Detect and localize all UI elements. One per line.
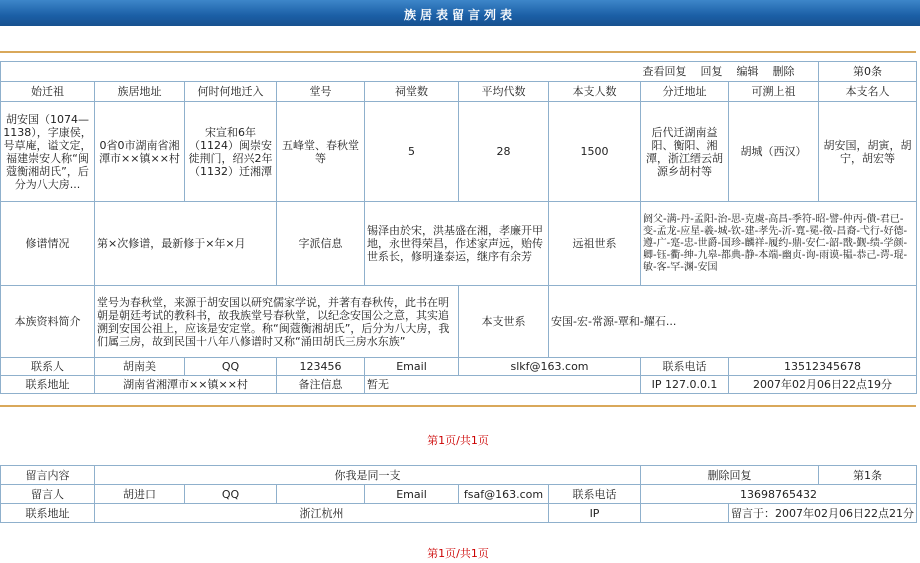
contact-address: 湖南省湘潭市××镇××村 [95,376,277,394]
col-header: 本支人数 [549,82,641,102]
msg-qq-label: QQ [185,485,277,504]
qq-label: QQ [185,358,277,376]
email-label: Email [365,358,459,376]
view-reply-link[interactable]: 查看回复 [642,65,687,78]
revision-value: 第×次修谱，最新修于×年×月 [95,202,277,286]
message-count: 第1条 [819,466,917,485]
msg-phone-label: 联系电话 [549,485,641,504]
pager[interactable]: 第1页/共1页 [427,547,489,560]
delete-link[interactable]: 删除 [772,65,795,78]
pager[interactable]: 第1页/共1页 [427,434,489,447]
note-label: 备注信息 [277,376,365,394]
page-title: 族居表留言列表 [403,8,516,22]
phone-label: 联系电话 [641,358,729,376]
col-header: 本支名人 [819,82,917,102]
poem-label: 字派信息 [277,202,365,286]
traceable-cell: 胡城（西汉） [729,102,819,202]
message-content-label: 留言内容 [1,466,95,485]
msg-qq-value [277,485,365,504]
ip-value: IP 127.0.0.1 [641,376,729,394]
notables-cell: 胡安国，胡寅，胡宁，胡宏等 [819,102,917,202]
lineage-label: 本支世系 [459,286,549,358]
divider [0,405,916,407]
population-cell: 1500 [549,102,641,202]
shrines-cell: 5 [365,102,459,202]
col-header: 堂号 [277,82,365,102]
author-label: 留言人 [1,485,95,504]
col-header: 始迁祖 [1,82,95,102]
ancestors-label: 远祖世系 [549,202,641,286]
contact-address-label: 联系地址 [1,376,95,394]
note-value: 暂无 [365,376,641,394]
col-header: 族居地址 [95,82,185,102]
email-value: slkf@163.com [459,358,641,376]
record-count: 第0条 [819,62,917,82]
msg-time: 留言于：2007年02月06日22点21分 [729,504,917,523]
profile-label: 本族资料简介 [1,286,95,358]
migration-cell: 宋宣和6年（1124）闽崇安徙荆门，绍兴2年（1132）迁湘潭 [185,102,277,202]
qq-value: 123456 [277,358,365,376]
revision-label: 修谱情况 [1,202,95,286]
col-header: 何时何地迁入 [185,82,277,102]
msg-email-value: fsaf@163.com [459,485,549,504]
author-value: 胡进口 [95,485,185,504]
col-header: 祠堂数 [365,82,459,102]
col-header: 分迁地址 [641,82,729,102]
msg-address-value: 浙江杭州 [95,504,549,523]
col-header: 可溯上祖 [729,82,819,102]
msg-email-label: Email [365,485,459,504]
msg-ip-value [641,504,729,523]
hall-cell: 五峰堂、春秋堂等 [277,102,365,202]
msg-address-label: 联系地址 [1,504,95,523]
ancestors-value: 阏父-满-丹-孟阳-治-思-克虞-高昌-季符-昭-譬-仲丙-僓-君已-变-孟龙-应星-羲-城-钦-建-孝先-沂-寬-冕-徵-昌裔-弋行-好德-遵-广-寔-忠-世爵-国珍-麟祥-履约-鼎-安仁-韶-戬-觐-绩-学颜-卿-钰-衢-绅-九皋-都典-静-本端-幽贞-询-雨谟-韫-恭己-谔-琨-敏-客-罕-渊-安国 [641,202,917,286]
avg-gen-cell: 28 [459,102,549,202]
address-cell: 0省0市湖南省湘潭市××镇××村 [95,102,185,202]
divider [0,51,916,53]
poem-value: 锡泽由於宋，洪基盛在湘，孝廉开甲地，永世得荣昌，作述家声远，贻传世系长，修明逢泰运，继序有余芳 [365,202,549,286]
message-content: 你我是同一支 [95,466,641,485]
reply-link[interactable]: 回复 [700,65,723,78]
lineage-value: 安国-宏-常源-覃和-耀石... [549,286,917,358]
phone-value: 13512345678 [729,358,917,376]
col-header: 平均代数 [459,82,549,102]
profile-text: 堂号为春秋堂，来源于胡安国以研究儒家学说，并著有春秋传，此书在明朝是朝廷考试的教科书，故我族堂号春秋堂，以纪念安国公之意，其实追溯到安国公祖上，应该是安定堂。称“闽蔻衡湘胡氏”，后分为八大房，我们属三房，故到民国十八年八修谱时又称“涌田胡氏三房水东族” [95,286,459,358]
edit-link[interactable]: 编辑 [736,65,759,78]
delete-reply-link[interactable]: 删除回复 [641,466,819,485]
message-table [0,465,917,523]
contact-person-label: 联系人 [1,358,95,376]
contact-person: 胡南美 [95,358,185,376]
post-time: 2007年02月06日22点19分 [729,376,917,394]
title-bar [0,0,920,26]
msg-ip-label: IP [549,504,641,523]
msg-phone-value: 13698765432 [641,485,917,504]
record-table [0,61,917,394]
ancestor-cell: 胡安国（1074—1138），字康侯，号草庵，谥文定，福建崇安人称“闽蔻衡湘胡氏”，后分为八大房... [1,102,95,202]
branch-addr-cell: 后代迁湖南益阳、衡阳、湘潭，浙江缙云胡源乡胡村等 [641,102,729,202]
